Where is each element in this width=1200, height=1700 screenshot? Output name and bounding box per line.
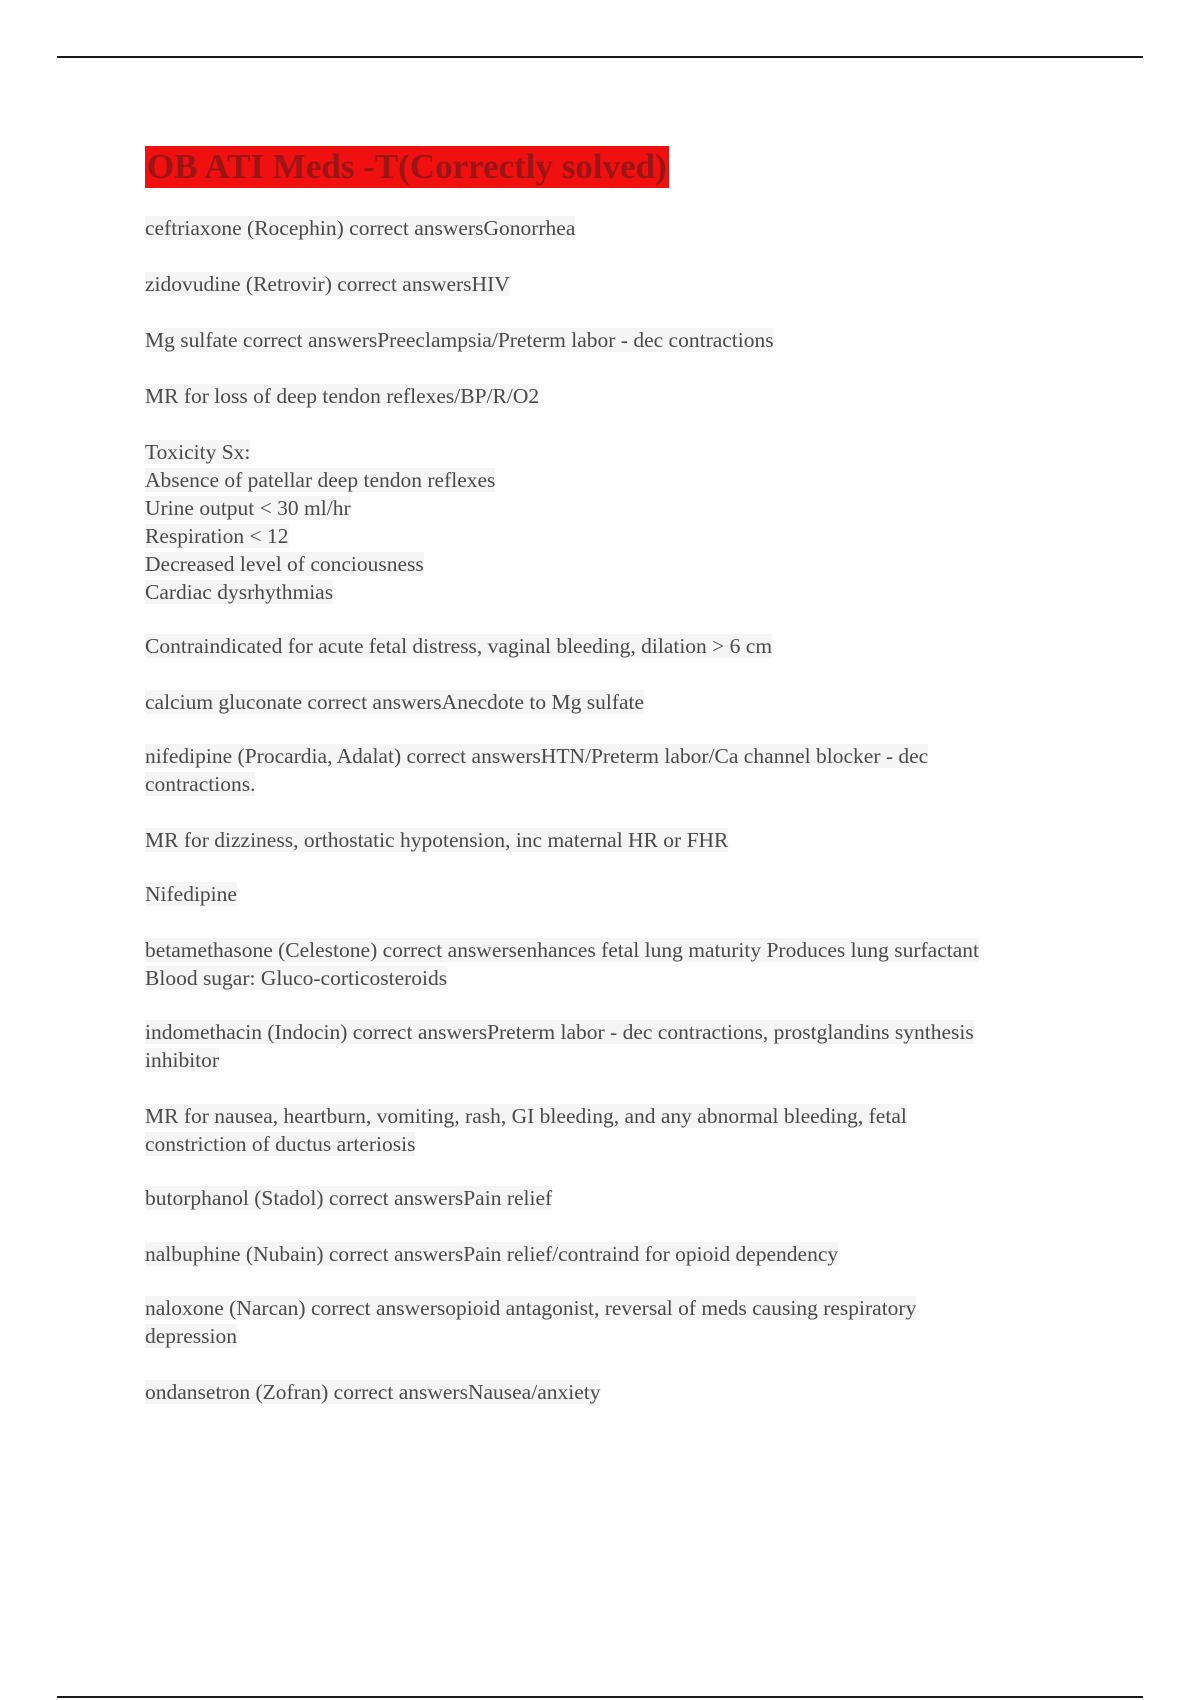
entry-line xyxy=(145,1130,1095,1158)
entry-text: MR for nausea, heartburn, vomiting, rash, GI bleeding, and any abnormal bleeding, fetal xyxy=(145,1104,907,1128)
entry-text: Blood sugar: Gluco-corticosteroids xyxy=(145,966,448,990)
entry-line xyxy=(145,964,1095,992)
entry-text: inhibitor xyxy=(145,1048,220,1072)
entry-line xyxy=(145,270,1095,298)
entry-line xyxy=(145,1294,1095,1322)
entry-text: naloxone (Narcan) correct answersopioid antagonist, reversal of meds causing respiratory xyxy=(145,1296,917,1320)
entry-text: Absence of patellar deep tendon reflexes xyxy=(145,468,496,492)
entry-text: Toxicity Sx: xyxy=(145,440,251,464)
top-rule xyxy=(57,56,1143,58)
entry-text: betamethasone (Celestone) correct answersenhances fetal lung maturity Produces lung surfactant xyxy=(145,938,980,962)
bottom-rule xyxy=(57,1696,1143,1698)
entry-text: calcium gluconate correct answersAnecdote to Mg sulfate xyxy=(145,690,645,714)
entry-text: butorphanol (Stadol) correct answersPain relief xyxy=(145,1186,553,1210)
entry-text: Contraindicated for acute fetal distress, vaginal bleeding, dilation > 6 cm xyxy=(145,634,773,658)
entry-text: MR for dizziness, orthostatic hypotension, inc maternal HR or FHR xyxy=(145,828,729,852)
entry-line xyxy=(145,382,1095,410)
entry-line xyxy=(145,742,1095,770)
entry-text: MR for loss of deep tendon reflexes/BP/R/O2 xyxy=(145,384,540,408)
entry-text: nalbuphine (Nubain) correct answersPain relief/contraind for opioid dependency xyxy=(145,1242,839,1266)
document-body xyxy=(145,146,1095,1404)
entry-line xyxy=(145,880,1095,908)
entry-line xyxy=(145,936,1095,964)
entry-text: constriction of ductus arteriosis xyxy=(145,1132,416,1156)
entry-line xyxy=(145,1046,1095,1074)
entry-line xyxy=(145,326,1095,354)
entry-line xyxy=(145,214,1095,242)
entry-text: contractions. xyxy=(145,772,256,796)
entry-line xyxy=(145,550,1095,578)
entry-text: ondansetron (Zofran) correct answersNausea/anxiety xyxy=(145,1380,601,1404)
entry-line xyxy=(145,438,1095,466)
entry-line xyxy=(145,1240,1095,1268)
entry-line xyxy=(145,578,1095,606)
entry-text: zidovudine (Retrovir) correct answersHIV xyxy=(145,272,510,296)
entry-text: Mg sulfate correct answersPreeclampsia/Preterm labor - dec contractions xyxy=(145,328,774,352)
entry-line xyxy=(145,770,1095,798)
entry-text: Respiration < 12 xyxy=(145,524,289,548)
entry-text: nifedipine (Procardia, Adalat) correct answersHTN/Preterm labor/Ca channel blocker - dec xyxy=(145,744,929,768)
entry-line xyxy=(145,688,1095,716)
entry-line xyxy=(145,1018,1095,1046)
entry-text: Cardiac dysrhythmias xyxy=(145,580,334,604)
entry-line xyxy=(145,466,1095,494)
entry-line xyxy=(145,826,1095,854)
entry-text: depression xyxy=(145,1324,237,1348)
entry-line xyxy=(145,494,1095,522)
entry-line xyxy=(145,1378,1095,1406)
entry-line xyxy=(145,1102,1095,1130)
entry-text: Nifedipine xyxy=(145,882,237,906)
entry-line xyxy=(145,632,1095,660)
entry-line xyxy=(145,1322,1095,1350)
entry-text: Urine output < 30 ml/hr xyxy=(145,496,351,520)
entry-line xyxy=(145,1184,1095,1212)
document-title: OB ATI Meds -T(Correctly solved) xyxy=(147,147,667,186)
entry-text: Decreased level of conciousness xyxy=(145,552,424,576)
entry-line xyxy=(145,522,1095,550)
entry-text: indomethacin (Indocin) correct answersPreterm labor - dec contractions, prostglandins synthesis xyxy=(145,1020,974,1044)
entry-text: ceftriaxone (Rocephin) correct answersGonorrhea xyxy=(145,216,576,240)
